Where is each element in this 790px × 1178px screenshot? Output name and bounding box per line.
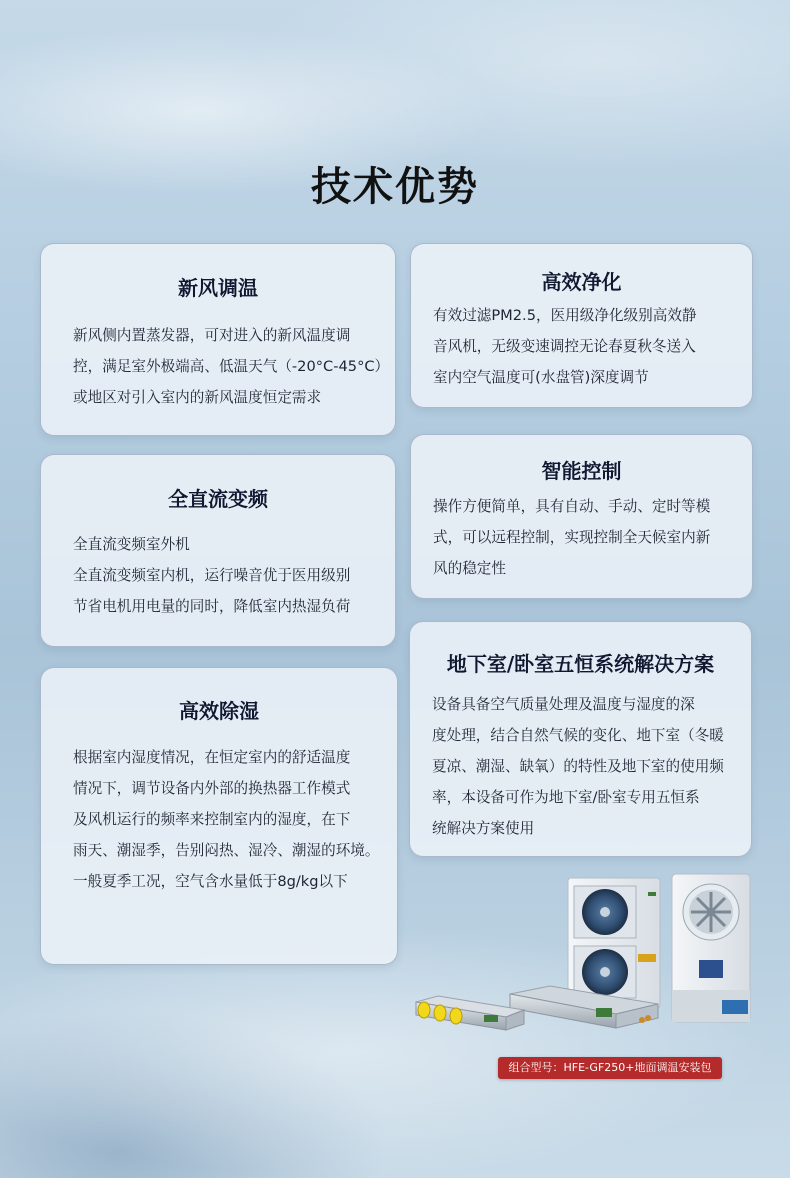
feature-card-body xyxy=(432,689,751,844)
feature-card-title: 高效除湿 xyxy=(179,699,259,723)
feature-card-line: 室内空气温度可(水盘管)深度调节 xyxy=(433,369,649,386)
fresh-air-box-image xyxy=(416,996,524,1030)
feature-card-fresh-air-temperature xyxy=(40,243,396,436)
feature-card-line: 根据室内湿度情况，在恒定室内的舒适温度 xyxy=(73,749,351,766)
feature-card-smart-control xyxy=(410,434,753,599)
outdoor-unit-image xyxy=(568,878,660,1008)
page-title: 技术优势 xyxy=(311,164,479,210)
feature-card-line: 全直流变频室内机，运行噪音优于医用级别 xyxy=(73,567,351,584)
feature-card-line: 统解决方案使用 xyxy=(432,820,535,837)
feature-card-basement-solution xyxy=(409,621,752,857)
feature-card-line: 率，本设备可作为地下室/卧室专用五恒系 xyxy=(432,789,700,806)
feature-card-title: 全直流变频 xyxy=(168,487,268,511)
feature-card-title: 高效净化 xyxy=(541,270,622,294)
feature-card-line: 音风机，无级变速调控无论春夏秋冬送入 xyxy=(433,338,696,355)
feature-card-line: 夏凉、潮湿、缺氧）的特性及地下室的使用频 xyxy=(432,758,724,775)
feature-card-line: 节省电机用电量的同时，降低室内热湿负荷 xyxy=(73,598,351,615)
feature-card-title: 地下室/卧室五恒系统解决方案 xyxy=(446,652,715,676)
feature-card-dc-inverter xyxy=(40,454,396,647)
product-model-caption: 组合型号：HFE-GF250+地面调温安装包 xyxy=(498,1057,722,1079)
feature-card-line: 一般夏季工况，空气含水量低于8g/kg以下 xyxy=(73,873,348,890)
feature-card-line: 式，可以远程控制，实现控制全天候室内新 xyxy=(433,529,711,546)
feature-card-line: 操作方便简单，具有自动、手动、定时等模 xyxy=(433,498,711,515)
feature-card-body xyxy=(73,742,397,897)
feature-card-purification xyxy=(410,243,753,408)
feature-card-line: 或地区对引入室内的新风温度恒定需求 xyxy=(73,389,322,406)
feature-card-body xyxy=(433,300,752,393)
feature-card-line: 控，满足室外极端高、低温天气（-20°C-45°C） xyxy=(73,358,390,375)
feature-card-line: 全直流变频室外机 xyxy=(73,536,190,553)
feature-card-line: 雨天、潮湿季，告别闷热、湿冷、潮湿的环境。 xyxy=(73,842,380,859)
feature-card-line: 情况下，调节设备内外部的换热器工作模式 xyxy=(73,780,351,797)
feature-card-body xyxy=(73,529,395,622)
feature-card-line: 有效过滤PM2.5，医用级净化级别高效静 xyxy=(433,307,697,324)
feature-card-line: 及风机运行的频率来控制室内的湿度，在下 xyxy=(73,811,351,828)
feature-card-line: 设备具备空气质量处理及温度与湿度的深 xyxy=(432,696,695,713)
feature-card-title: 新风调温 xyxy=(178,276,258,300)
feature-card-line: 新风侧内置蒸发器，可对进入的新风温度调 xyxy=(73,327,351,344)
feature-card-body xyxy=(433,491,752,584)
feature-card-dehumidify xyxy=(40,667,398,965)
feature-card-line: 风的稳定性 xyxy=(433,560,506,577)
feature-card-line: 度处理，结合自然气候的变化、地下室（冬暖 xyxy=(432,727,724,744)
product-illustration xyxy=(410,872,760,1032)
heat-pump-unit-image xyxy=(672,874,750,1022)
feature-card-body xyxy=(73,320,395,413)
feature-card-title: 智能控制 xyxy=(541,459,622,483)
